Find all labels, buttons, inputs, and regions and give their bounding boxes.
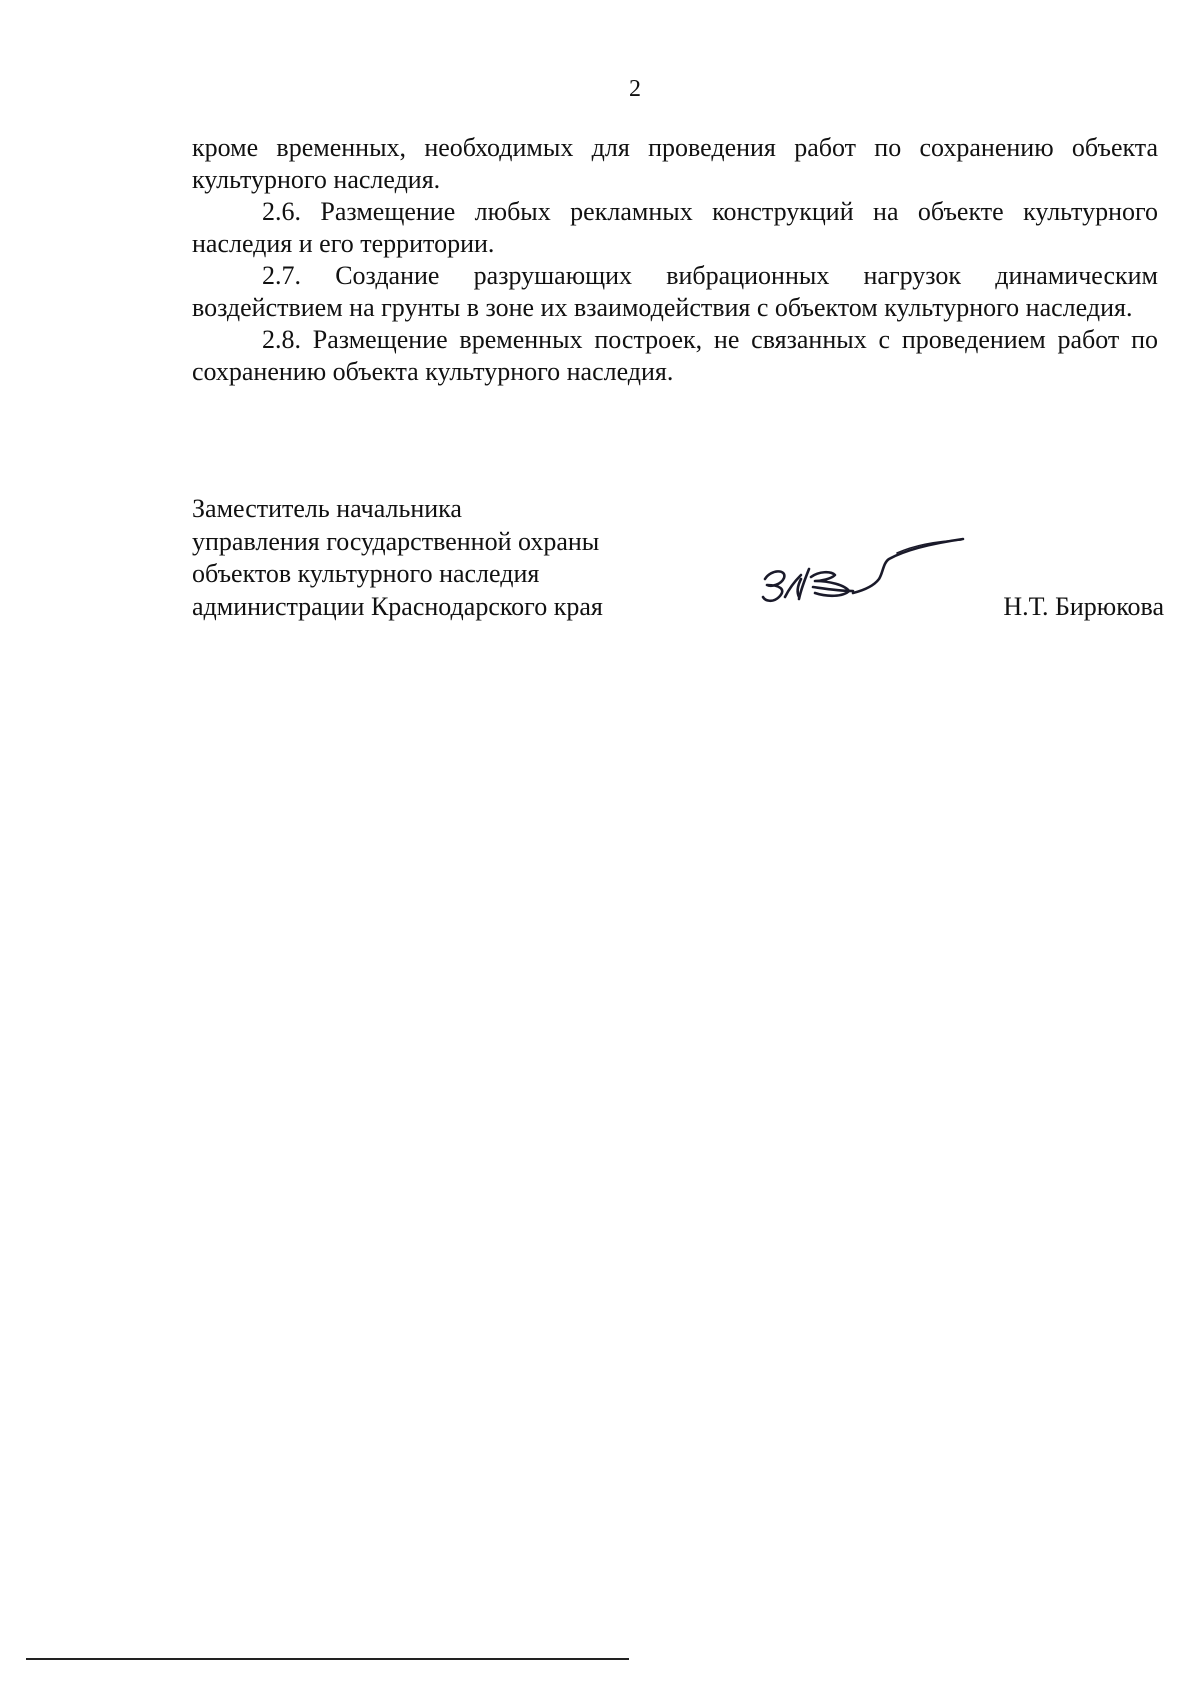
document-body [192, 132, 1158, 388]
signature-block [192, 493, 1164, 633]
signer-position-line: администрации Краснодарского края [192, 591, 603, 621]
signer-position [192, 493, 603, 623]
paragraph-item-2-6: 2.6. Размещение любых рекламных конструкций на объекте культурного наследия и его территории. [192, 197, 1158, 258]
signer-position-line: объектов культурного наследия [192, 559, 540, 588]
page-number: 2 [629, 76, 641, 102]
paragraph-item-2-8: 2.8. Размещение временных построек, не связанных с проведением работ по сохранению объекта культурного наследия. [192, 325, 1158, 386]
signer-name: Н.Т. Бирюкова [1003, 592, 1164, 621]
signer-position-line: Заместитель начальника [192, 494, 462, 523]
signer-position-line: управления государственной охраны [192, 526, 600, 556]
footnote-divider [26, 1658, 629, 1660]
handwritten-signature [757, 535, 967, 615]
paragraph-continuation: кроме временных, необходимых для проведения работ по сохранению объекта культурного наследия. [192, 133, 1158, 194]
paragraph-item-2-7: 2.7. Создание разрушающих вибрационных нагрузок динамическим воздействием на грунты в зоне их взаимодействия с объектом культурного наследия. [192, 261, 1158, 322]
